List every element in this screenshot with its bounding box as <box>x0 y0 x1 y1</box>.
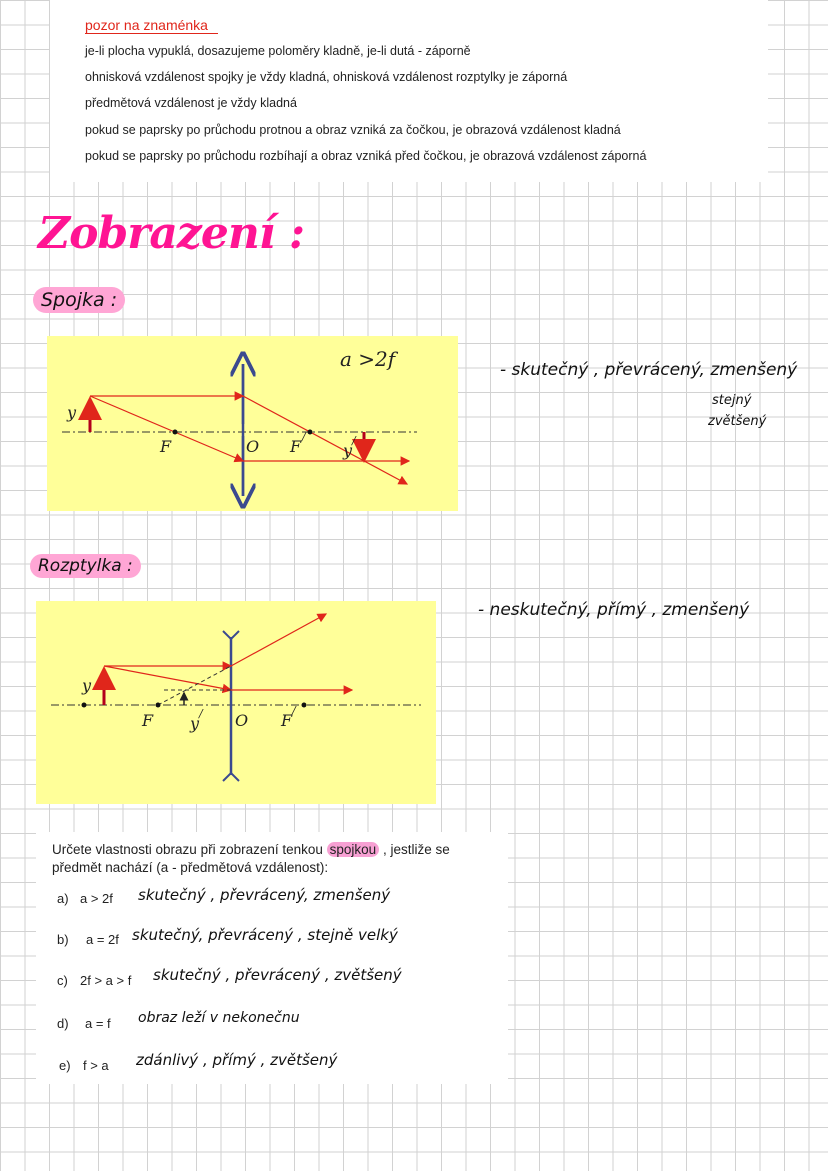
rozptylka-label-F2: F <box>281 711 293 730</box>
exercise-prompt-end: , jestliže se <box>379 842 450 857</box>
spojka-label-F: F <box>160 437 172 456</box>
spojka-label-y: y <box>67 403 77 422</box>
spojka-diagram <box>47 336 458 511</box>
exercise-item-b-condition: a = 2f <box>86 932 119 947</box>
exercise-item-e-label: e) <box>59 1058 71 1073</box>
spojka-note-2: stejný <box>712 393 752 408</box>
exercise-prompt-highlight: spojkou <box>327 842 380 857</box>
exercise-item-e-condition: f > a <box>83 1058 109 1073</box>
exercise-item-a-answer: skutečný , převrácený, zmenšený <box>138 886 391 904</box>
section-title: Zobrazení : <box>38 208 305 259</box>
exercise-item-a-condition: a > 2f <box>80 891 113 906</box>
exercise-prompt-line2: předmět nachází (a - předmětová vzdálenost): <box>52 860 329 875</box>
rule-line-1: je-li plocha vypuklá, dosazujeme poloměry kladně, je-li dutá - záporně <box>85 44 471 58</box>
rozptylka-label: Rozptylka : <box>30 554 141 578</box>
exercise-item-c-label: c) <box>57 973 68 988</box>
exercise-item-d-label: d) <box>57 1016 69 1031</box>
rozptylka-label-y2: y <box>190 714 200 733</box>
svg-text:/: / <box>302 430 306 443</box>
exercise-prompt <box>52 842 450 857</box>
svg-text:/: / <box>352 434 356 447</box>
rule-line-5: pokud se paprsky po průchodu rozbíhají a obraz vzniká před čočkou, je obrazová vzdálenost záporná <box>85 149 647 163</box>
rozptylka-label-F: F <box>142 711 154 730</box>
spojka-condition: a >2f <box>340 347 396 371</box>
svg-text:/: / <box>292 704 296 717</box>
rozptylka-note-1: - neskutečný, přímý , zmenšený <box>478 600 750 620</box>
exercise-item-d-answer: obraz leží v nekonečnu <box>138 1010 300 1026</box>
exercise-item-b-answer: skutečný, převrácený , stejně velký <box>132 926 398 944</box>
spojka-label-F2: F <box>290 437 302 456</box>
spojka-label: Spojka : <box>33 287 125 313</box>
rozptylka-label-O: O <box>235 711 249 730</box>
rule-line-3: předmětová vzdálenost je vždy kladná <box>85 96 297 110</box>
rozptylka-label-y: y <box>82 676 92 695</box>
rules-heading: pozor na znaménka <box>85 17 218 34</box>
spojka-label-O: O <box>246 437 260 456</box>
spojka-label-y2: y <box>343 441 353 460</box>
exercise-item-e-answer: zdánlivý , přímý , zvětšený <box>136 1051 338 1069</box>
rule-line-4: pokud se paprsky po průchodu protnou a obraz vzniká za čočkou, je obrazová vzdálenost kladná <box>85 123 621 137</box>
exercise-item-d-condition: a = f <box>85 1016 111 1031</box>
rule-line-2: ohnisková vzdálenost spojky je vždy kladná, ohnisková vzdálenost rozptylky je záporná <box>85 70 568 84</box>
exercise-item-c-condition: 2f > a > f <box>80 973 132 988</box>
exercise-item-a-label: a) <box>57 891 69 906</box>
rozptylka-diagram <box>36 601 436 804</box>
svg-text:/: / <box>199 707 203 720</box>
spojka-note-1: - skutečný , převrácený, zmenšený <box>500 360 798 380</box>
exercise-item-b-label: b) <box>57 932 69 947</box>
spojka-note-3: zvětšený <box>708 414 767 429</box>
exercise-item-c-answer: skutečný , převrácený , zvětšený <box>153 966 402 984</box>
exercise-prompt-start: Určete vlastnosti obrazu při zobrazení tenkou <box>52 842 327 857</box>
